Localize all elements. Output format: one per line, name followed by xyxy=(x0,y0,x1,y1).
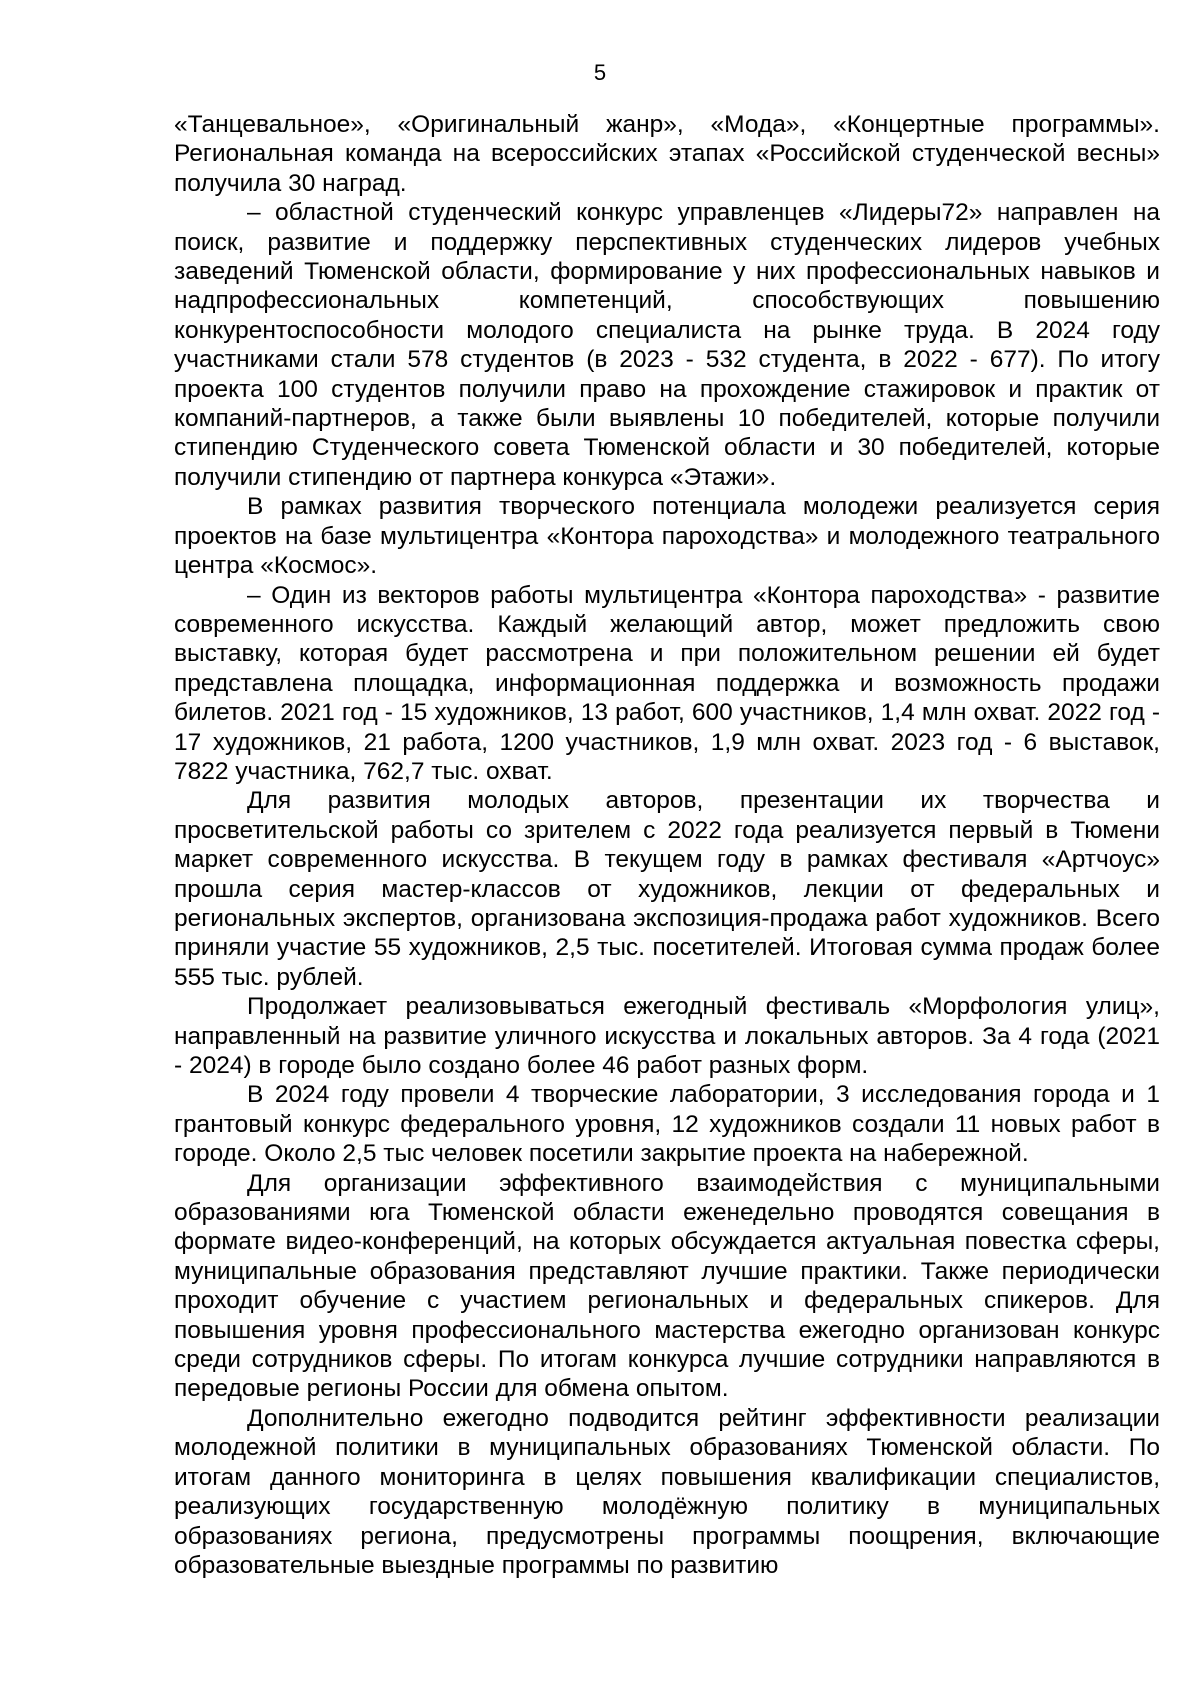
paragraph-kontora-parokhodstva: – Один из векторов работы мультицентра «Контора пароходства» - развитие современного искусства. Каждый желающий автор, может предложить свою выставку, которая будет рассмотрена и при положительном решении ей будет представлена площадка, информационная поддержка и возможность продажи билетов. 2021 год - 15 художников, 13 работ, 600 участников, 1,4 млн охват. 2022 год - 17 художников, 21 работа, 1200 участников, 1,9 млн охват. 2023 год - 6 выставок, 7822 участника, 762,7 тыс. охват. xyxy=(174,581,1160,785)
paragraph-art-market: Для развития молодых авторов, презентации их творчества и просветительской работы со зрителем с 2022 года реализуется первый в Тюмени маркет современного искусства. В текущем году в рамках фестиваля «Артчоус» прошла серия мастер-классов от художников, лекции от федеральных и региональных экспертов, организована экспозиция-продажа работ художников. Всего приняли участие 55 художников, 2,5 тыс. посетителей. Итоговая сумма продаж более 555 тыс. рублей. xyxy=(174,787,1160,991)
paragraph-creative-potential: В рамках развития творческого потенциала молодежи реализуется серия проектов на базе мультицентра «Контора пароходства» и молодежного театрального центра «Космос». xyxy=(174,493,1160,580)
paragraph-municipal-cooperation: Для организации эффективного взаимодействия с муниципальными образованиями юга Тюменской области еженедельно проводятся совещания в формате видео-конференций, на которых обсуждается актуальная повестка сферы, муниципальные образования представляют лучшие практики. Также периодически проходит обучение с участием региональных и федеральных спикеров. Для повышения уровня профессионального мастерства ежегодно организован конкурс среди сотрудников сферы. По итогам конкурса лучшие сотрудники направляются в передовые регионы России для обмена опытом. xyxy=(174,1169,1160,1403)
page-number: 5 xyxy=(593,60,607,85)
document-body xyxy=(174,110,1160,1580)
paragraph-2024-labs: В 2024 году провели 4 творческие лаборатории, 3 исследования города и 1 грантовый конкурс федерального уровня, 12 художников создали 11 новых работ в городе. Около 2,5 тыс человек посетили закрытие проекта на набережной. xyxy=(174,1081,1160,1168)
paragraph-morphology-festival: Продолжает реализовываться ежегодный фестиваль «Морфология улиц», направленный на развитие уличного искусства и локальных авторов. За 4 года (2021 - 2024) в городе было создано более 46 работ разных форм. xyxy=(174,993,1160,1079)
paragraph-continuation: «Танцевальное», «Оригинальный жанр», «Мода», «Концертные программы». Региональная команда на всероссийских этапах «Российской студенческой весны» получила 30 наград. xyxy=(174,111,1160,197)
paragraph-efficiency-rating: Дополнительно ежегодно подводится рейтинг эффективности реализации молодежной политики в муниципальных образованиях Тюменской области. По итогам данного мониторинга в целях повышения квалификации специалистов, реализующих государственную молодёжную политику в муниципальных образованиях региона, предусмотрены программы поощрения, включающие образовательные выездные программы по развитию xyxy=(174,1404,1160,1579)
paragraph-leaders72: – областной студенческий конкурс управленцев «Лидеры72» направлен на поиск, развитие и поддержку перспективных студенческих лидеров учебных заведений Тюменской области, формирование у них профессиональных навыков и надпрофессиональных компетенций, способствующих повышению конкурентоспособности молодого специалиста на рынке труда. В 2024 году участниками стали 578 студентов (в 2023 - 532 студента, в 2022 - 677). По итогу проекта 100 студентов получили право на прохождение стажировок и практик от компаний-партнеров, а также были выявлены 10 победителей, которые получили стипендию Студенческого совета Тюменской области и 30 победителей, которые получили стипендию от партнера конкурса «Этажи». xyxy=(174,199,1160,491)
